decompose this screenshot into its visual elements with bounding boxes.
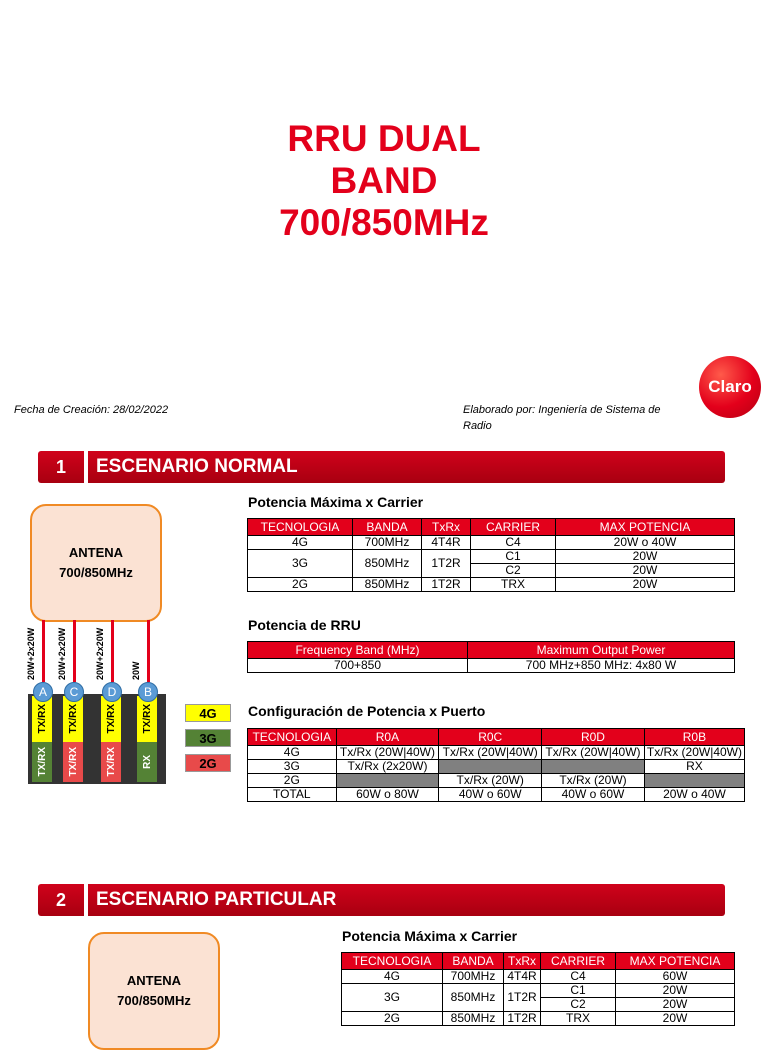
table-row <box>248 550 735 564</box>
table-cell: 20W o 40W <box>556 536 735 550</box>
table-cell: 850MHz <box>443 984 504 1012</box>
antenna-label-2: 700/850MHz <box>117 993 191 1008</box>
creation-date: Fecha de Creación: 28/02/2022 <box>14 404 169 416</box>
port-config-table <box>247 728 745 802</box>
port-config-heading: Configuración de Potencia x Puerto <box>248 703 486 719</box>
col-header: BANDA <box>443 953 504 970</box>
table-cell: 850MHz <box>353 550 422 578</box>
author-block <box>463 402 683 434</box>
table-cell: 3G <box>342 984 443 1012</box>
table-row <box>248 659 735 673</box>
table-cell: 700MHz <box>443 970 504 984</box>
col-header: R0A <box>336 729 439 746</box>
table-cell: 20W <box>556 564 735 578</box>
table-cell: 850MHz <box>353 578 422 592</box>
table-cell-empty <box>336 774 439 788</box>
feeder-label-b: 20W <box>131 661 141 680</box>
author-line-1: Elaborado por: Ingeniería de Sistema de <box>463 404 661 416</box>
carrier-heading: Potencia Máxima x Carrier <box>248 494 424 510</box>
table-cell: Tx/Rx (20W|40W) <box>336 746 439 760</box>
port-a-marker: A <box>33 682 53 702</box>
col-header: TECNOLOGIA <box>248 519 353 536</box>
table-row <box>248 788 745 802</box>
table-row <box>342 1012 735 1026</box>
table-cell: Tx/Rx (20W|40W) <box>439 746 542 760</box>
port-d-4g-segment: TX/RX <box>101 696 121 742</box>
table-cell: 1T2R <box>422 578 471 592</box>
table-cell: 850MHz <box>443 1012 504 1026</box>
table-cell: 2G <box>248 774 337 788</box>
table-cell: 20W <box>556 578 735 592</box>
antenna-box-2 <box>88 932 220 1050</box>
table-cell: Tx/Rx (20W) <box>542 774 645 788</box>
carrier-table <box>247 518 735 592</box>
port-a-3g-segment: TX/RX <box>32 742 52 782</box>
col-header: Frequency Band (MHz) <box>248 642 468 659</box>
table-cell: 700+850 <box>248 659 468 673</box>
table-cell: TRX <box>471 578 556 592</box>
claro-logo <box>699 356 761 418</box>
author-line-2: Radio <box>463 420 492 432</box>
table-cell: 3G <box>248 760 337 774</box>
legend-2g: 2G <box>185 754 231 772</box>
table-header-row <box>248 519 735 536</box>
section-2-title: ESCENARIO PARTICULAR <box>96 889 337 910</box>
col-header: MAX POTENCIA <box>616 953 735 970</box>
table-cell: 40W o 60W <box>439 788 542 802</box>
table-header-row <box>342 953 735 970</box>
col-header: Maximum Output Power <box>468 642 735 659</box>
document-title <box>0 118 768 244</box>
logo-text: Claro <box>708 377 752 396</box>
table-cell: 60W <box>616 970 735 984</box>
antenna-label-1: ANTENA <box>126 973 182 988</box>
port-d-marker: D <box>102 682 122 702</box>
table-cell: Tx/Rx (2x20W) <box>336 760 439 774</box>
table-row <box>342 984 735 998</box>
table-cell: 20W <box>616 1012 735 1026</box>
feeder-line-d <box>111 620 114 682</box>
port-b-marker: B <box>138 682 158 702</box>
table-cell: 700MHz <box>353 536 422 550</box>
table-header-row <box>248 642 735 659</box>
table-cell: Tx/Rx (20W) <box>439 774 542 788</box>
table-cell: C4 <box>471 536 556 550</box>
section-1-header <box>38 451 725 483</box>
col-header: TECNOLOGIA <box>248 729 337 746</box>
table-cell: TOTAL <box>248 788 337 802</box>
table-cell: RX <box>644 760 744 774</box>
table-cell: 1T2R <box>504 984 541 1012</box>
col-header: CARRIER <box>541 953 616 970</box>
feeder-label-d: 20W+2x20W <box>95 627 105 680</box>
carrier-table-2 <box>341 952 735 1026</box>
rru-power-table <box>247 641 735 673</box>
section-1-title: ESCENARIO NORMAL <box>96 456 298 477</box>
col-header: TECNOLOGIA <box>342 953 443 970</box>
table-header-row <box>248 729 745 746</box>
table-cell: Tx/Rx (20W|40W) <box>542 746 645 760</box>
port-a-4g-segment: TX/RX <box>32 696 52 742</box>
col-header: BANDA <box>353 519 422 536</box>
table-cell-empty <box>542 760 645 774</box>
col-header: MAX POTENCIA <box>556 519 735 536</box>
col-header: R0C <box>439 729 542 746</box>
col-header: CARRIER <box>471 519 556 536</box>
table-cell: 3G <box>248 550 353 578</box>
port-c-2g-segment: TX/RX <box>63 742 83 782</box>
table-row <box>248 746 745 760</box>
antenna-label-2: 700/850MHz <box>59 565 133 580</box>
legend-3g: 3G <box>185 729 231 747</box>
port-c-4g-segment: TX/RX <box>63 696 83 742</box>
section-2-number: 2 <box>38 884 88 916</box>
antenna-box <box>30 504 162 622</box>
feeder-line-a <box>42 620 45 682</box>
col-header: TxRx <box>422 519 471 536</box>
table-cell: 4T4R <box>422 536 471 550</box>
table-cell: TRX <box>541 1012 616 1026</box>
table-cell: 2G <box>248 578 353 592</box>
table-cell: C2 <box>541 998 616 1012</box>
table-cell: 20W <box>616 998 735 1012</box>
table-row <box>248 760 745 774</box>
legend-4g: 4G <box>185 704 231 722</box>
table-cell: C1 <box>471 550 556 564</box>
table-cell: 1T2R <box>504 1012 541 1026</box>
table-cell: 4T4R <box>504 970 541 984</box>
feeder-label-c: 20W+2x20W <box>57 627 67 680</box>
table-cell: 60W o 80W <box>336 788 439 802</box>
title-line-2: BAND <box>330 160 438 201</box>
table-cell: 700 MHz+850 MHz: 4x80 W <box>468 659 735 673</box>
rru-power-heading: Potencia de RRU <box>248 617 361 633</box>
antenna-label-1: ANTENA <box>68 545 124 560</box>
feeder-label-a: 20W+2x20W <box>26 627 36 680</box>
table-cell: 4G <box>248 746 337 760</box>
port-b-4g-segment: TX/RX <box>137 696 157 742</box>
table-row <box>248 578 735 592</box>
table-row <box>248 774 745 788</box>
carrier-heading-2: Potencia Máxima x Carrier <box>342 928 518 944</box>
feeder-line-b <box>147 620 150 682</box>
table-cell-empty <box>644 774 744 788</box>
title-line-3: 700/850MHz <box>279 202 489 243</box>
table-cell: 20W <box>556 550 735 564</box>
table-cell: C2 <box>471 564 556 578</box>
table-cell: 20W <box>616 984 735 998</box>
table-cell-empty <box>439 760 542 774</box>
title-line-1: RRU DUAL <box>287 118 481 159</box>
table-cell: 4G <box>248 536 353 550</box>
port-d-2g-segment: TX/RX <box>101 742 121 782</box>
table-cell: 1T2R <box>422 550 471 578</box>
col-header: TxRx <box>504 953 541 970</box>
table-cell: 2G <box>342 1012 443 1026</box>
table-cell: C4 <box>541 970 616 984</box>
section-1-number: 1 <box>38 451 88 483</box>
port-b-3g-segment: RX <box>137 742 157 782</box>
table-cell: 4G <box>342 970 443 984</box>
section-2-header <box>38 884 725 916</box>
col-header: R0D <box>542 729 645 746</box>
table-row <box>248 536 735 550</box>
table-cell: C1 <box>541 984 616 998</box>
port-c-marker: C <box>64 682 84 702</box>
table-cell: 40W o 60W <box>542 788 645 802</box>
feeder-line-c <box>73 620 76 682</box>
table-cell: 20W o 40W <box>644 788 744 802</box>
table-row <box>342 970 735 984</box>
col-header: R0B <box>644 729 744 746</box>
table-cell: Tx/Rx (20W|40W) <box>644 746 744 760</box>
